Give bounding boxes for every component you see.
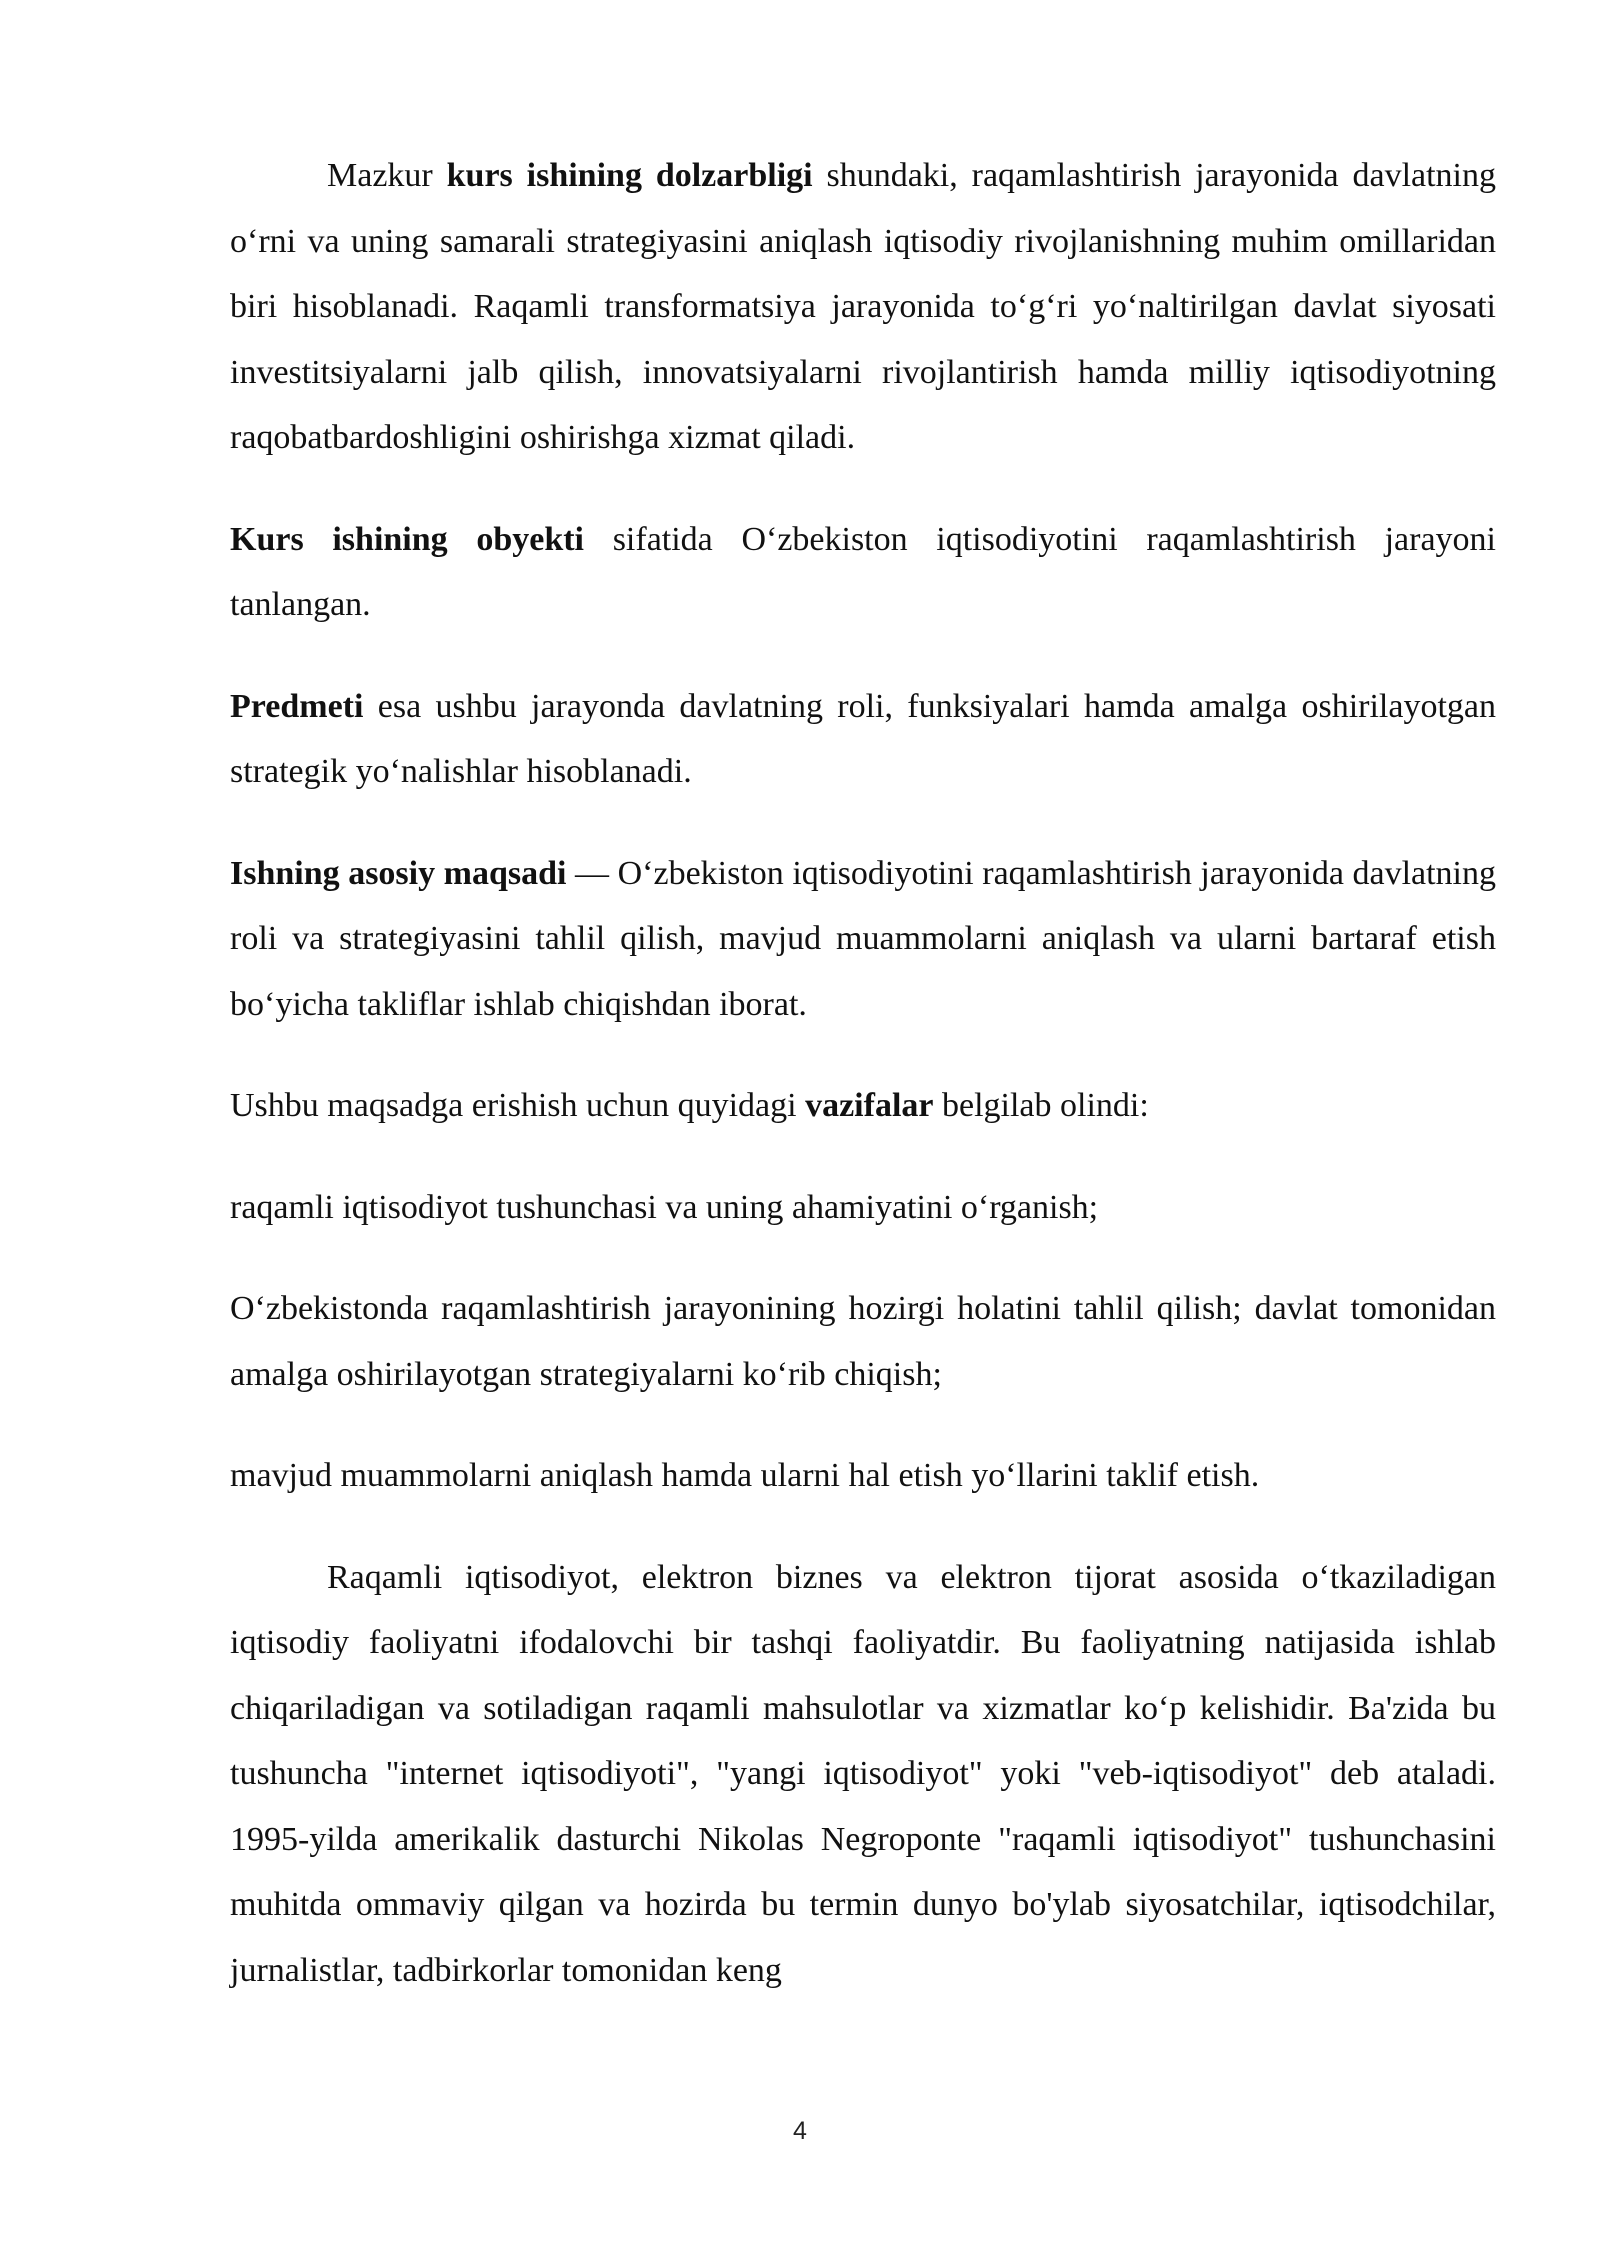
paragraph-text: Raqamli iqtisodiyot, elektron biznes va elektron tijorat asosida o‘tkaziladigan iqtisodiy faoliyatni ifodalovchi bir tashqi faoliyatdir. Bu faoliyatning natijasida ishlab chiqariladigan va sotiladigan raqamli mahsulotlar va xizmatlar ko‘p kelishidir. Ba'zida bu tushuncha "internet iqtisodiyoti", "yangi iqtisodiyot" yoki "veb-iqtisodiyot" deb ataladi. 1995-yilda amerikalik dasturchi Nikolas Negroponte "raqamli iqtisodiyot" tushunchasini muhitda ommaviy qilgan va hozirda bu termin dunyo bo'ylab siyosatchilar, iqtisodchilar, jurnalistlar, tadbirkorlar tomonidan keng bbox=[230, 1558, 1496, 1989]
paragraph-text: sifatida O‘zbekiston iqtisodiyotini raqamlashtirish jarayoni tanlangan. bbox=[230, 520, 1497, 623]
bold-term-tasks: vazifalar bbox=[805, 1087, 934, 1124]
paragraph-object bbox=[230, 507, 1496, 638]
bold-term-relevance: kurs ishining dolzarbligi bbox=[446, 157, 813, 194]
paragraph-relevance bbox=[230, 143, 1496, 471]
paragraph-text: belgilab olindi: bbox=[933, 1087, 1149, 1124]
paragraph-tasks-intro bbox=[230, 1073, 1496, 1139]
paragraph-task-2 bbox=[230, 1276, 1496, 1407]
paragraph-digital-economy bbox=[230, 1545, 1496, 2004]
paragraph-subject bbox=[230, 674, 1496, 805]
bold-term-subject: Predmeti bbox=[230, 687, 364, 725]
bold-term-goal: Ishning asosiy maqsadi bbox=[230, 854, 567, 892]
page-number: 4 bbox=[793, 2117, 807, 2145]
paragraph-text: raqamli iqtisodiyot tushunchasi va uning ahamiyatini o‘rganish; bbox=[230, 1188, 1099, 1226]
paragraph-task-1 bbox=[230, 1175, 1496, 1241]
paragraph-text: — O‘zbekiston iqtisodiyotini raqamlashtirish jarayonida davlatning roli va strategiyasini tahlil qilish, mavjud muammolarni aniqlash va ularni bartaraf etish bo‘yicha takliflar ishlab chiqishdan iborat. bbox=[230, 854, 1496, 1023]
paragraph-text: Ushbu maqsadga erishish uchun quyidagi bbox=[230, 1087, 806, 1124]
paragraph-text: Mazkur bbox=[327, 157, 447, 194]
paragraph-text: shundaki, raqamlashtirish jarayonida davlatning o‘rni va uning samarali strategiyasini aniqlash iqtisodiy rivojlanishning muhim omillaridan biri hisoblanadi. Raqamli transformatsiya jarayonida to‘g‘ri yo‘naltirilgan davlat siyosati investitsiyalarni jalb qilish, innovatsiyalarni rivojlantirish hamda milliy iqtisodiyotning raqobatbardoshligini oshirishga xizmat qiladi. bbox=[230, 157, 1496, 456]
bold-term-object: Kurs ishining obyekti bbox=[230, 520, 585, 558]
paragraph-goal bbox=[230, 841, 1496, 1038]
paragraph-task-3 bbox=[230, 1443, 1496, 1509]
paragraph-text: mavjud muammolarni aniqlash hamda ularni hal etish yo‘llarini taklif etish. bbox=[230, 1457, 1260, 1494]
paragraph-text: O‘zbekistonda raqamlashtirish jarayonining hozirgi holatini tahlil qilish; davlat tomonidan amalga oshirilayotgan strategiyalarni ko‘rib chiqish; bbox=[230, 1290, 1496, 1393]
paragraph-text: esa ushbu jarayonda davlatning roli, funksiyalari hamda amalga oshirilayotgan strategik yo‘nalishlar hisoblanadi. bbox=[230, 687, 1496, 790]
document-body bbox=[230, 143, 1496, 2003]
